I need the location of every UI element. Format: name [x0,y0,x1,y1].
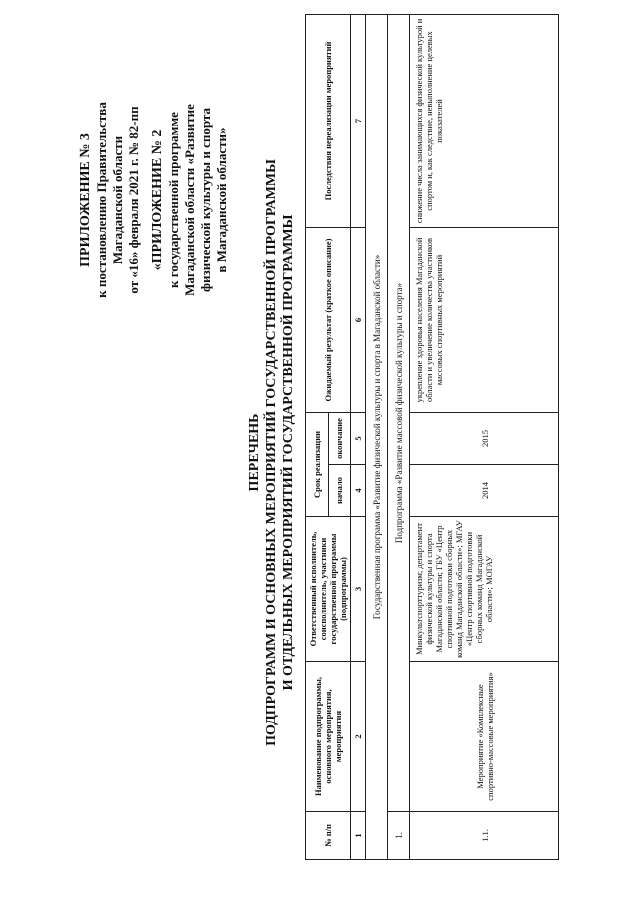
appendix-2-line-2: Магаданской области «Развитие [182,104,197,296]
header-period: Срок реализации [306,413,329,517]
appendix-3-line-2: Магаданской области [110,135,125,265]
row-name: Мероприятие «Комплексные спортивно-массовые мероприятия» [410,662,559,812]
appendix-2-line-1: к государственной программе [166,112,181,288]
header-consequences: Последствия нереализации мероприятий [306,15,351,228]
column-number: 3 [351,517,366,662]
appendix-3-title: ПРИЛОЖЕНИЕ № 3 [78,133,93,267]
row-no: 1.1. [410,812,559,860]
appendix-2-block [150,50,230,350]
header-executor: Ответственный исполнитель, соисполнитель, участники государственной программы (подпрограммы) [306,517,351,662]
header-name: Наименование подпрограммы, основного мероприятия, мероприятия [306,662,351,812]
header-no: № п/п [306,812,351,860]
appendix-3-line-3: от «16» февраля 2021 г. № 82-пп [126,106,141,294]
appendix-2-line-4: в Магаданской области» [214,127,229,273]
column-number: 6 [351,228,366,413]
document-subtitle-2: И ОТДЕЛЬНЫХ МЕРОПРИЯТИЙ ГОСУДАРСТВЕННОЙ ПРОГРАММЫ [281,214,296,691]
program-row-text: Государственная программа «Развитие физической культуры и спорта в Магаданской области» [366,15,388,860]
appendix-3-line-1: к постановлению Правительства [94,102,109,298]
header-end: окончание [328,413,351,465]
document-titles [246,40,297,865]
document-subtitle-1: ПОДПРОГРАММ И ОСНОВНЫХ МЕРОПРИЯТИЙ ГОСУДАРСТВЕННОЙ ПРОГРАММЫ [264,159,279,746]
header-start: начало [328,465,351,517]
column-number-row [351,15,366,860]
appendix-2-line-3: физической культуры и спорта [198,108,213,292]
row-start: 2014 [410,465,559,517]
row-end: 2015 [410,413,559,465]
subprogram-row [388,15,410,860]
column-number: 1 [351,812,366,860]
activities-table [305,15,559,860]
table-header-row [306,15,329,860]
subprogram-no: 1. [388,812,410,860]
appendix-3-block [78,50,142,350]
header-result: Ожидаемый результат (краткое описание) [306,228,351,413]
column-number: 2 [351,662,366,812]
document-title: ПЕРЕЧЕНЬ [247,413,262,492]
table-row [410,15,559,860]
row-executor: Минкультспорттуризм; департамент физической культуры и спорта Магаданской области; ГБУ «Центр спортивной подготовки сборных команд Магаданской области»; МГАУ «Центр спортивной подготовки сборных команд Магаданской области»; МОГАУ [410,517,559,662]
appendix-2-title: «ПРИЛОЖЕНИЕ № 2 [150,129,165,271]
row-result: укрепление здоровья населения Магаданской области и увеличение количества участников массовых спортивных мероприятий [410,228,559,413]
column-number: 7 [351,15,366,228]
column-number: 4 [351,465,366,517]
subprogram-text: Подпрограмма «Развитие массовой физической культуры и спорта» [388,15,410,812]
row-consequences: снижение числа занимающихся физической культурой и спортом и, как следствие, невыполнение целевых показателей [410,15,559,228]
column-number: 5 [351,413,366,465]
program-row [366,15,388,860]
